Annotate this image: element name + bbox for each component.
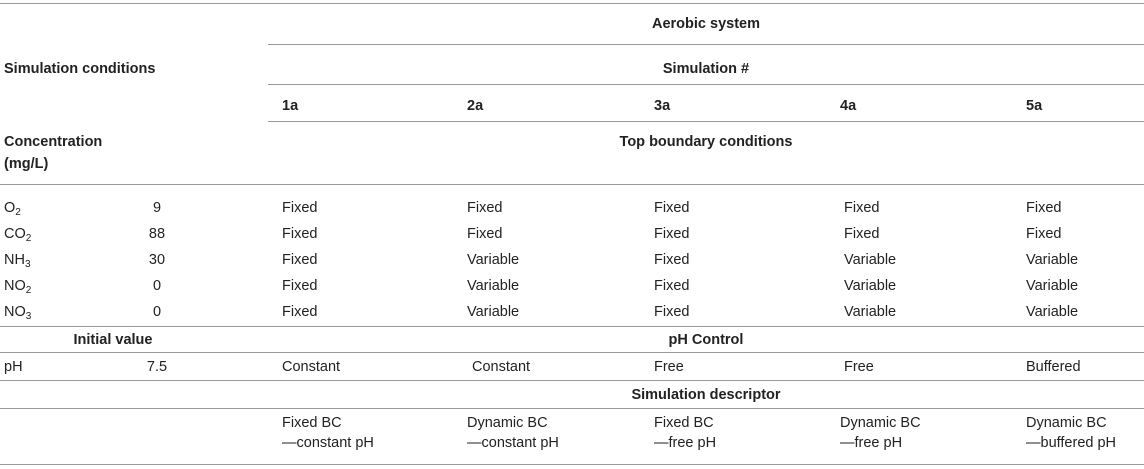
ph-control-heading: pH Control: [668, 332, 744, 348]
descriptor-cell: Dynamic BC —buffered pH: [1026, 415, 1117, 451]
column-header: 2a: [467, 98, 484, 114]
table-cell: Fixed: [467, 226, 503, 242]
simulation-heading: Simulation #: [662, 61, 750, 77]
table-cell: Variable: [467, 278, 520, 294]
table-cell: Variable: [844, 304, 897, 320]
rule-under-columns: [268, 121, 1144, 122]
table-cell: Fixed: [282, 226, 318, 242]
table-cell: Fixed: [282, 304, 318, 320]
column-header: 5a: [1026, 98, 1043, 114]
species-value: 88: [148, 226, 166, 242]
rule-bottom: [0, 464, 1144, 465]
descriptor-cell: Dynamic BC —constant pH: [467, 415, 559, 451]
table-cell: Constant: [472, 359, 531, 375]
species-name: $NO_2$: [4, 278, 32, 296]
descriptor-heading: Simulation descriptor: [631, 387, 781, 403]
descriptor-cell: Dynamic BC —free pH: [840, 415, 921, 451]
column-header: 1a: [282, 98, 299, 114]
table-cell: Fixed: [654, 200, 690, 216]
descriptor-cell: Fixed BC —constant pH: [282, 415, 374, 451]
table-cell: Fixed: [282, 278, 318, 294]
table-cell: Variable: [1026, 278, 1079, 294]
species-value: 30: [148, 252, 166, 268]
rule-under-system: [268, 44, 1144, 45]
species-value: 0: [152, 304, 162, 320]
table-cell: Buffered: [1026, 359, 1081, 375]
table-cell: Fixed: [1026, 200, 1062, 216]
table-cell: Free: [654, 359, 684, 375]
species-name: $NO_3$: [4, 304, 32, 322]
system-heading: Aerobic system: [652, 16, 760, 32]
table-cell: Fixed: [654, 252, 690, 268]
table-cell: Variable: [467, 304, 520, 320]
column-header: 3a: [654, 98, 671, 114]
table-cell: Fixed: [654, 226, 690, 242]
rule-under-ph-header: [0, 352, 1144, 353]
species-name: $CO_2$: [4, 226, 32, 244]
table-cell: Fixed: [654, 278, 690, 294]
rule-under-descriptor-header: [0, 408, 1144, 409]
ph-label: pH: [4, 359, 23, 375]
species-value: 9: [152, 200, 162, 216]
ph-value: 7.5: [146, 359, 168, 375]
top-boundary-heading: Top boundary conditions: [619, 134, 793, 150]
table-cell: Variable: [1026, 252, 1079, 268]
concentration-units: (mg/L): [4, 156, 49, 172]
table-cell: Constant: [282, 359, 341, 375]
table-cell: Variable: [467, 252, 520, 268]
table-cell: Fixed: [654, 304, 690, 320]
rule-under-simulation: [268, 84, 1144, 85]
table-cell: Fixed: [282, 200, 318, 216]
rule-under-header: [0, 184, 1144, 185]
column-header: 4a: [840, 98, 857, 114]
conditions-heading: Simulation conditions: [4, 61, 156, 77]
table-cell: Variable: [1026, 304, 1079, 320]
table-cell: Free: [844, 359, 874, 375]
table-cell: Variable: [844, 278, 897, 294]
descriptor-cell: Fixed BC —free pH: [654, 415, 717, 451]
table-cell: Fixed: [844, 226, 880, 242]
species-value: 0: [152, 278, 162, 294]
table-cell: Fixed: [1026, 226, 1062, 242]
table-cell: Fixed: [282, 252, 318, 268]
rule-above-descriptor: [0, 380, 1144, 381]
concentration-heading: Concentration: [4, 134, 103, 150]
table-cell: Fixed: [467, 200, 503, 216]
initial-value-heading: Initial value: [73, 332, 153, 348]
table-cell: Variable: [844, 252, 897, 268]
rule-top: [0, 3, 1144, 4]
rule-above-ph: [0, 326, 1144, 327]
species-name: $NH_3$: [4, 252, 31, 270]
species-name: $O_2$: [4, 200, 21, 218]
table-cell: Fixed: [844, 200, 880, 216]
